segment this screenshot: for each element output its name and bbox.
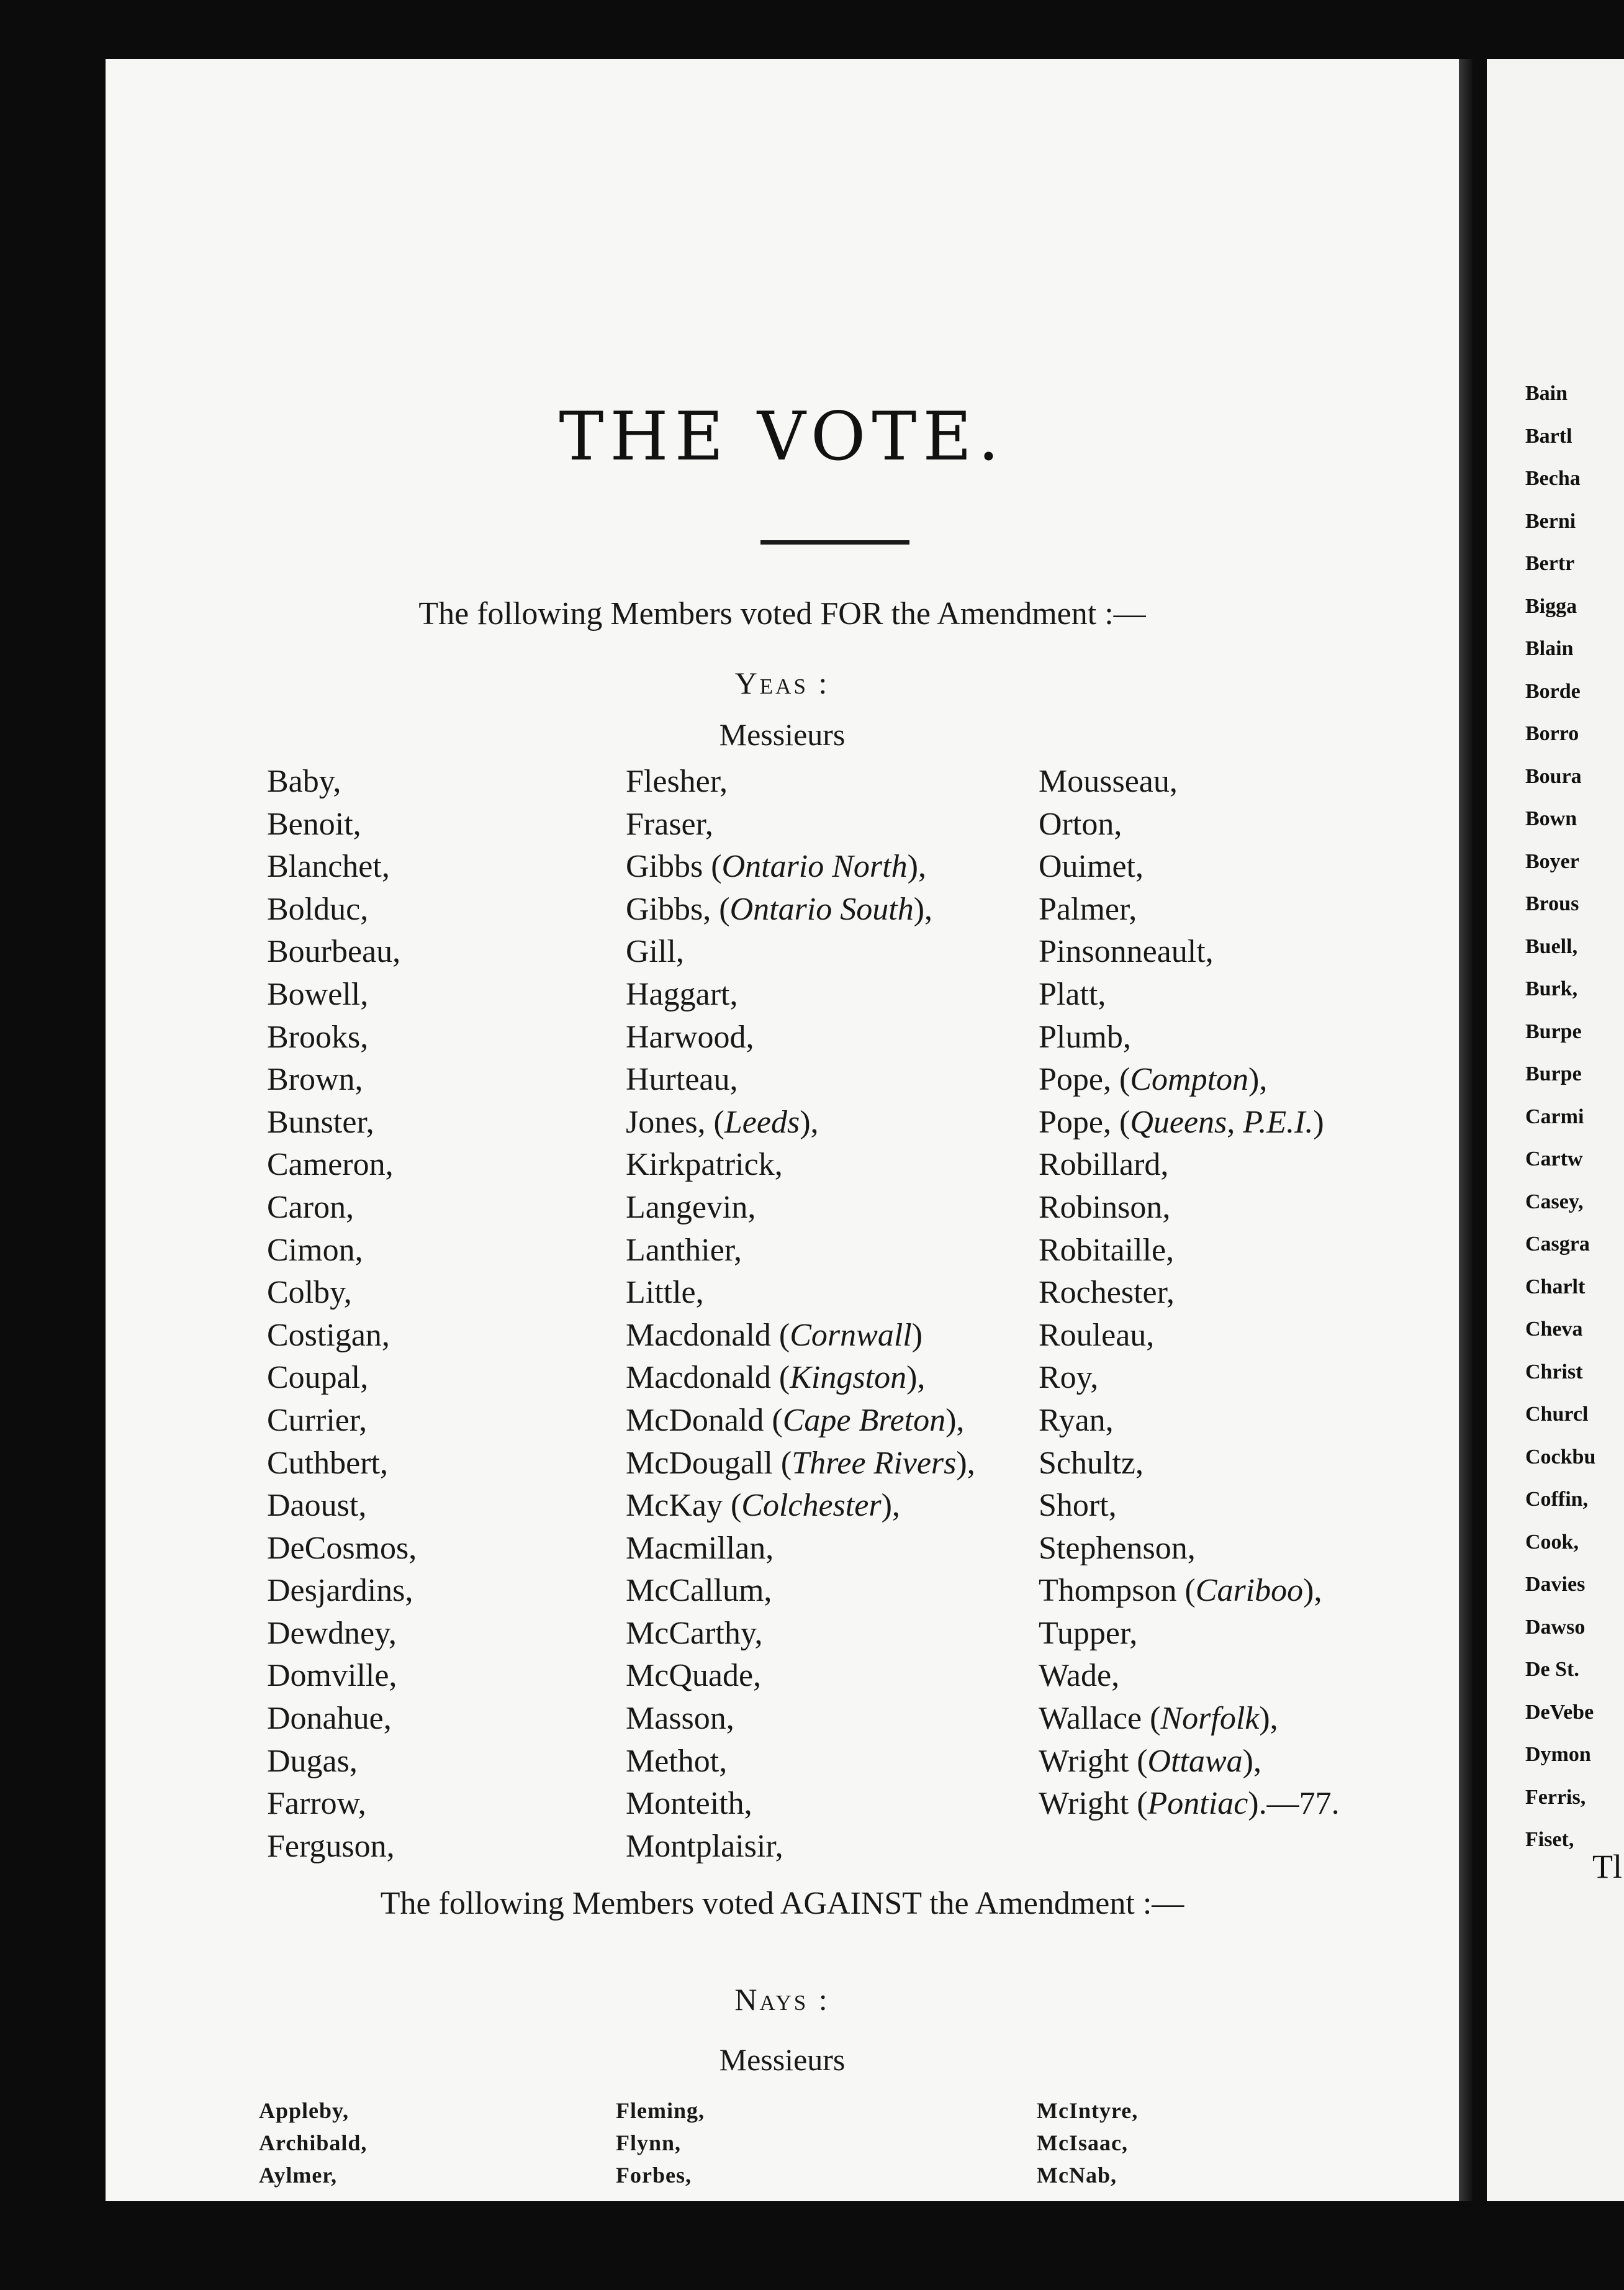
adjacent-page-name: De St. — [1525, 1658, 1579, 1681]
yea-member-name: Farrow, — [267, 1786, 366, 1822]
adjacent-page-name: Christ — [1525, 1360, 1583, 1383]
yea-member-name: Gibbs (Ontario North), — [626, 849, 926, 885]
adjacent-page-name: Bown — [1525, 807, 1577, 830]
yea-member-name: Flesher, — [626, 764, 728, 799]
yea-member-name: Baby, — [267, 764, 341, 799]
yea-member-name: Robillard, — [1039, 1147, 1169, 1183]
adjacent-page-name: Borro — [1525, 722, 1579, 745]
yea-member-name: Rouleau, — [1039, 1317, 1155, 1353]
yea-member-name: Ferguson, — [267, 1828, 395, 1864]
yeas-heading: Yeas : — [734, 666, 830, 700]
yea-member-name: Little, — [626, 1275, 704, 1311]
yea-member-name: Bowell, — [267, 976, 369, 1012]
nay-member-name: Fleming, — [616, 2098, 705, 2123]
adjacent-page-name: Brous — [1525, 892, 1579, 915]
yea-member-name: Platt, — [1039, 976, 1106, 1012]
adjacent-page-fragment — [1487, 59, 1624, 2201]
adjacent-page-name: Cartw — [1525, 1147, 1583, 1170]
page-title: THE VOTE. — [559, 398, 1006, 476]
yeas-subheading: Messieurs — [719, 717, 846, 752]
nay-member-name: Archibald, — [259, 2130, 368, 2155]
adjacent-page-name: Berni — [1525, 509, 1576, 533]
yea-member-name: Haggart, — [626, 976, 738, 1012]
yea-member-name: Gill, — [626, 934, 684, 970]
yea-member-name: Tupper, — [1039, 1615, 1138, 1651]
yea-member-name: Gibbs, (Ontario South), — [626, 891, 933, 927]
yea-member-name: Daoust, — [267, 1488, 367, 1524]
yea-member-name: Robinson, — [1039, 1189, 1171, 1225]
adjacent-page-name: Churcl — [1525, 1403, 1589, 1426]
nay-member-name: Appleby, — [259, 2098, 350, 2123]
yea-member-name: Masson, — [626, 1701, 734, 1737]
nay-member-name: McIsaac, — [1037, 2130, 1128, 2155]
yea-member-name: Dewdney, — [267, 1615, 397, 1651]
adjacent-page-name: Burk, — [1525, 977, 1578, 1000]
yea-member-name: Schultz, — [1039, 1445, 1144, 1481]
adjacent-page-name: Boura — [1525, 764, 1582, 788]
nay-member-name: McIntyre, — [1037, 2098, 1139, 2123]
adjacent-page-name: Davies — [1525, 1573, 1586, 1596]
yea-member-name: Rochester, — [1039, 1275, 1175, 1311]
yea-member-name: McDonald (Cape Breton), — [626, 1402, 965, 1438]
nays-intro: The following Members voted AGAINST the Amendment :— — [380, 1886, 1184, 1921]
yeas-column-3 — [1039, 761, 1340, 1826]
yea-member-name: Mousseau, — [1039, 764, 1178, 799]
yea-member-name: Brown, — [267, 1062, 363, 1098]
yea-member-name: McDougall (Three Rivers), — [626, 1445, 975, 1481]
adjacent-page-name: Casey, — [1525, 1190, 1584, 1213]
nay-member-name: Aylmer, — [259, 2163, 337, 2188]
adjacent-page-name: Coffin, — [1525, 1488, 1589, 1511]
adjacent-page-name: Cook, — [1525, 1530, 1579, 1554]
adjacent-page-name: Ferris, — [1525, 1785, 1586, 1809]
yea-member-name: Pope, (Compton), — [1039, 1062, 1268, 1098]
yea-member-name: Cuthbert, — [267, 1445, 388, 1481]
adjacent-page-name: Dymon — [1525, 1743, 1591, 1766]
yea-member-name: Pope, (Queens, P.E.I.) — [1039, 1104, 1324, 1140]
yea-member-name: Bourbeau, — [267, 934, 401, 970]
yea-member-name: Caron, — [267, 1189, 354, 1225]
yea-member-name: Robitaille, — [1039, 1232, 1175, 1268]
yea-member-name: Macdonald (Cornwall) — [626, 1317, 923, 1353]
yea-member-name: Macdonald (Kingston), — [626, 1360, 926, 1396]
yea-member-name: Currier, — [267, 1402, 368, 1438]
adjacent-page-name: Casgra — [1525, 1233, 1590, 1256]
yea-member-name: Hurteau, — [626, 1062, 738, 1098]
nays-column-1 — [259, 2094, 367, 2191]
adjacent-page-name: Becha — [1525, 467, 1581, 490]
adjacent-page-name: Burpe — [1525, 1020, 1582, 1043]
yea-member-name: Bunster, — [267, 1104, 374, 1140]
yea-member-name: Fraser, — [626, 806, 713, 842]
yea-member-name: Bolduc, — [267, 891, 369, 927]
yea-member-name: McCarthy, — [626, 1615, 763, 1651]
adjacent-page-name: Bartl — [1525, 424, 1572, 448]
adjacent-page-name: DeVebe — [1525, 1700, 1594, 1724]
yea-member-name: Desjardins, — [267, 1573, 413, 1609]
yea-member-name: Plumb, — [1039, 1019, 1131, 1055]
yea-member-name: Lanthier, — [626, 1232, 742, 1268]
yea-member-name: Dugas, — [267, 1743, 358, 1779]
yeas-column-1 — [267, 761, 417, 1868]
yea-member-name: Macmillan, — [626, 1530, 774, 1566]
nays-heading: Nays : — [734, 1982, 830, 2017]
yea-member-name: Cimon, — [267, 1232, 363, 1268]
yea-member-name: Stephenson, — [1039, 1530, 1196, 1566]
yea-member-name: Roy, — [1039, 1360, 1099, 1396]
adjacent-page-name: Bigga — [1525, 594, 1577, 618]
yeas-intro: The following Members voted FOR the Amendment :— — [418, 596, 1146, 631]
yea-member-name: Jones, (Leeds), — [626, 1104, 819, 1140]
adjacent-page-name: Buell, — [1525, 935, 1578, 958]
yea-member-name: Colby, — [267, 1275, 352, 1311]
nay-member-name: McNab, — [1037, 2163, 1117, 2188]
yea-member-name: Wright (Pontiac).—77. — [1039, 1786, 1340, 1822]
adjacent-page-name: Boyer — [1525, 849, 1579, 873]
yea-member-name: McCallum, — [626, 1573, 772, 1609]
nay-member-name: Forbes, — [616, 2163, 692, 2188]
yea-member-name: Monteith, — [626, 1786, 752, 1822]
yea-member-name: Ryan, — [1039, 1402, 1114, 1438]
adjacent-page-name: Charlt — [1525, 1275, 1586, 1298]
yea-member-name: Palmer, — [1039, 891, 1137, 927]
yea-member-name: Orton, — [1039, 806, 1122, 842]
yea-member-name: Coupal, — [267, 1360, 369, 1396]
yea-member-name: McQuade, — [626, 1658, 762, 1694]
yea-member-name: Wright (Ottawa), — [1039, 1743, 1261, 1779]
yea-member-name: Ouimet, — [1039, 849, 1144, 885]
yea-member-name: Montplaisir, — [626, 1828, 783, 1864]
yea-member-name: Wallace (Norfolk), — [1039, 1701, 1278, 1737]
nays-subheading: Messieurs — [719, 2042, 846, 2077]
yea-member-name: Blanchet, — [267, 849, 390, 885]
title-rule — [760, 540, 909, 545]
adjacent-page-name: Cheva — [1525, 1318, 1583, 1341]
yea-member-name: Cameron, — [267, 1147, 394, 1183]
yeas-column-2 — [626, 761, 975, 1868]
yea-member-name: Harwood, — [626, 1019, 754, 1055]
nay-member-name: Flynn, — [616, 2130, 682, 2155]
page-edge — [1459, 59, 1473, 2201]
yea-member-name: Pinsonneault, — [1039, 934, 1214, 970]
adjacent-page-name: Bertr — [1525, 552, 1575, 575]
adjacent-page-name: Dawso — [1525, 1615, 1586, 1639]
adjacent-page-name: Borde — [1525, 679, 1581, 703]
yea-member-name: Donahue, — [267, 1701, 392, 1737]
adjacent-page-name: Cockbu — [1525, 1445, 1596, 1469]
yea-member-name: Domville, — [267, 1658, 397, 1694]
adjacent-page-name: Carmi — [1525, 1105, 1584, 1128]
nays-column-2 — [616, 2094, 705, 2191]
adjacent-page-name: Blain — [1525, 637, 1574, 660]
yea-member-name: Brooks, — [267, 1019, 369, 1055]
document-page — [106, 59, 1459, 2201]
adjacent-page-tail-text: Tl — [1592, 1848, 1622, 1885]
adjacent-page-name: Burpe — [1525, 1062, 1582, 1085]
yea-member-name: DeCosmos, — [267, 1530, 417, 1566]
yea-member-name: Langevin, — [626, 1189, 756, 1225]
adjacent-page-name: Fiset, — [1525, 1828, 1574, 1851]
yea-member-name: Methot, — [626, 1743, 728, 1779]
yea-member-name: Thompson (Cariboo), — [1039, 1573, 1322, 1609]
yea-member-name: McKay (Colchester), — [626, 1488, 900, 1524]
yea-member-name: Kirkpatrick, — [626, 1147, 783, 1183]
yea-member-name: Short, — [1039, 1488, 1117, 1524]
yea-member-name: Wade, — [1039, 1658, 1120, 1694]
adjacent-page-name: Bain — [1525, 382, 1568, 405]
yea-member-name: Benoit, — [267, 806, 361, 842]
yea-member-name: Costigan, — [267, 1317, 390, 1353]
nays-column-3 — [1037, 2094, 1138, 2191]
